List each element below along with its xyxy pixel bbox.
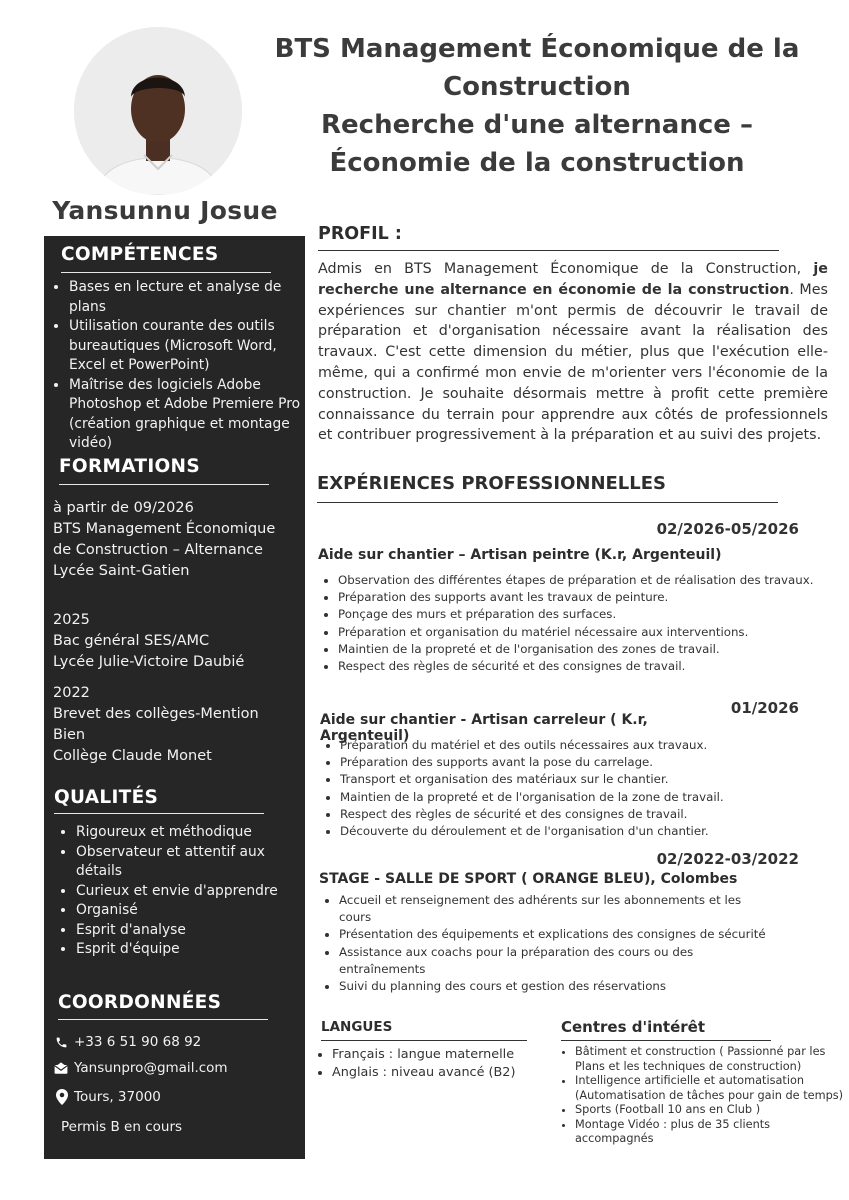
coordonnees-heading: COORDONNÉES [58, 992, 222, 1013]
coordonnees-rule [58, 1019, 268, 1020]
list-item: • Préparation des supports avant la pose du carrelage. [340, 754, 840, 771]
formation-line: Bien [53, 727, 86, 743]
formations-rule [59, 484, 269, 485]
interets-list [561, 1045, 849, 1147]
formation-year: 2025 [53, 612, 90, 628]
email-address: Yansunpro@gmail.com [74, 1060, 228, 1076]
list-item: • Montage Vidéo : plus de 35 clients accompagnés [575, 1118, 849, 1147]
formation-line: Lycée Julie-Victoire Daubié [53, 654, 245, 670]
permis-text: Permis B en cours [61, 1119, 183, 1135]
list-item: • Préparation du matériel et des outils nécessaires aux travaux. [340, 737, 840, 754]
list-item: • Intelligence artificielle et automatisation (Automatisation de tâches pour gain de temps) [575, 1074, 849, 1103]
list-item: • Présentation des équipements et explications des consignes de sécurité [339, 926, 769, 943]
job-date: 02/2022-03/2022 [656, 850, 799, 868]
list-item: • Préparation et organisation du matériel nécessaire aux interventions. [338, 624, 849, 641]
list-item: • Suivi du planning des cours et gestion des réservations [339, 978, 769, 995]
job-title: Aide sur chantier – Artisan peintre (K.r, Argenteuil) [318, 547, 722, 563]
title-line-1: BTS Management Économique de la [274, 34, 800, 64]
job-tasks [319, 892, 769, 995]
envelope-icon [54, 1062, 68, 1075]
profil-text-end: . Mes expériences sur chantier m'ont permis de découvrir le travail de préparation et d'organisation nécessaire avant la réalisation des travaux. C'est cette dimension du métier, plus que l'exécution elle-même, qui a confirmé mon envie de m'orienter vers l'économie de la construction. Je souhaite désormais mettre à profit cette première connaissance du terrain pour apprendre aux côtés de professionnels et contribuer progressivement à la préparation et au suivi des projets. [318, 281, 829, 444]
list-item: • Découverte du déroulement et de l'organisation d'un chantier. [340, 823, 840, 840]
phone-number: +33 6 51 90 68 92 [74, 1034, 202, 1050]
list-item: • Esprit d'analyse [76, 921, 306, 941]
formation-line: de Construction – Alternance [53, 542, 263, 558]
person-silhouette-icon [74, 27, 242, 195]
formation-entry [53, 610, 298, 673]
location-pin-icon [56, 1089, 68, 1105]
langues-heading: LANGUES [321, 1019, 393, 1035]
list-item: • Transport et organisation des matériaux sur le chantier. [340, 771, 840, 788]
list-item: • Assistance aux coachs pour la préparation des cours ou des entraînements [339, 944, 769, 978]
profil-text-start: Admis en BTS Management Économique de la Construction, [318, 261, 814, 277]
title-line-4: Économie de la construction [329, 148, 745, 178]
experiences-rule [317, 502, 778, 503]
job-title: Aide sur chantier - Artisan carreleur ( K.r, Argenteuil) [320, 712, 648, 744]
profil-rule [318, 250, 779, 251]
langues-rule [321, 1040, 527, 1041]
list-item: • Accueil et renseignement des adhérents sur les abonnements et les cours [339, 892, 769, 926]
profil-text-highlight: je recherche une alternance en économie de la construction [318, 261, 828, 298]
candidate-name: Yansunnu Josue [52, 196, 278, 225]
formations-heading: FORMATIONS [59, 456, 200, 477]
job-date: 02/2026-05/2026 [656, 520, 799, 538]
list-item: • Ponçage des murs et préparation des surfaces. [338, 606, 849, 623]
list-item: • Rigoureux et méthodique [76, 823, 306, 843]
job-tasks [318, 572, 849, 675]
list-item: • Esprit d'équipe [76, 940, 306, 960]
location-text: Tours, 37000 [74, 1089, 161, 1105]
formation-line: Collège Claude Monet [53, 748, 212, 764]
formation-line: Brevet des collèges-Mention [53, 706, 259, 722]
list-item: • Observateur et attentif aux détails [76, 843, 306, 882]
phone-icon [55, 1036, 68, 1049]
list-item: • Maintien de la propreté et de l'organisation de la zone de travail. [340, 789, 840, 806]
formation-line: BTS Management Économique [53, 521, 276, 537]
formation-entry [53, 498, 298, 582]
list-item: • Sports (Football 10 ans en Club ) [575, 1103, 849, 1118]
list-item: • Respect des règles de sécurité et des consignes de travail. [340, 806, 840, 823]
list-item: • Maintien de la propreté et de l'organisation des zones de travail. [338, 641, 849, 658]
list-item: • Curieux et envie d'apprendre [76, 882, 306, 902]
contact-phone[interactable] [55, 1034, 201, 1050]
list-item: • Maîtrise des logiciels Adobe Photoshop et Adobe Premiere Pro (création graphique et montage vidéo) [69, 376, 307, 454]
competences-heading: COMPÉTENCES [61, 244, 219, 265]
list-item: • Bases en lecture et analyse de plans [69, 278, 307, 317]
list-item: • Observation des différentes étapes de préparation et de réalisation des travaux. [338, 572, 849, 589]
profil-heading: PROFIL : [318, 224, 402, 244]
competences-list [47, 278, 307, 454]
competences-rule [61, 272, 271, 273]
list-item: • Organisé [76, 901, 306, 921]
formation-line: Bac général SES/AMC [53, 633, 210, 649]
profil-text [318, 259, 828, 446]
formation-year: 2022 [53, 685, 90, 701]
list-item: • Français : langue maternelle [332, 1046, 562, 1064]
langues-list [318, 1046, 562, 1081]
contact-email[interactable] [54, 1060, 228, 1076]
qualites-heading: QUALITÉS [54, 787, 159, 808]
interets-rule [561, 1040, 771, 1041]
interets-heading: Centres d'intérêt [561, 1018, 705, 1036]
formation-year: à partir de 09/2026 [53, 500, 194, 516]
list-item: • Bâtiment et construction ( Passionné par les Plans et les techniques de construction) [575, 1045, 849, 1074]
sidebar [44, 236, 305, 1159]
qualites-list [54, 823, 306, 960]
title-line-2: Construction [443, 72, 631, 102]
list-item: • Utilisation courante des outils bureautiques (Microsoft Word, Excel et PowerPoint) [69, 317, 307, 376]
profile-photo [74, 27, 242, 195]
list-item: • Anglais : niveau avancé (B2) [332, 1064, 562, 1082]
permis [61, 1119, 182, 1135]
job-date: 01/2026 [730, 699, 799, 717]
formation-line: Lycée Saint-Gatien [53, 563, 190, 579]
qualites-rule [54, 813, 264, 814]
experiences-heading: EXPÉRIENCES PROFESSIONNELLES [317, 473, 667, 494]
job-title: STAGE - SALLE DE SPORT ( ORANGE BLEU), Colombes [319, 871, 738, 887]
cv-title [262, 30, 812, 182]
list-item: • Respect des règles de sécurité et des consignes de travail. [338, 658, 849, 675]
title-line-3: Recherche d'une alternance – [321, 110, 753, 140]
list-item: • Préparation des supports avant les travaux de peinture. [338, 589, 849, 606]
contact-location [56, 1089, 161, 1105]
job-tasks [320, 737, 840, 840]
formation-entry [53, 683, 298, 767]
